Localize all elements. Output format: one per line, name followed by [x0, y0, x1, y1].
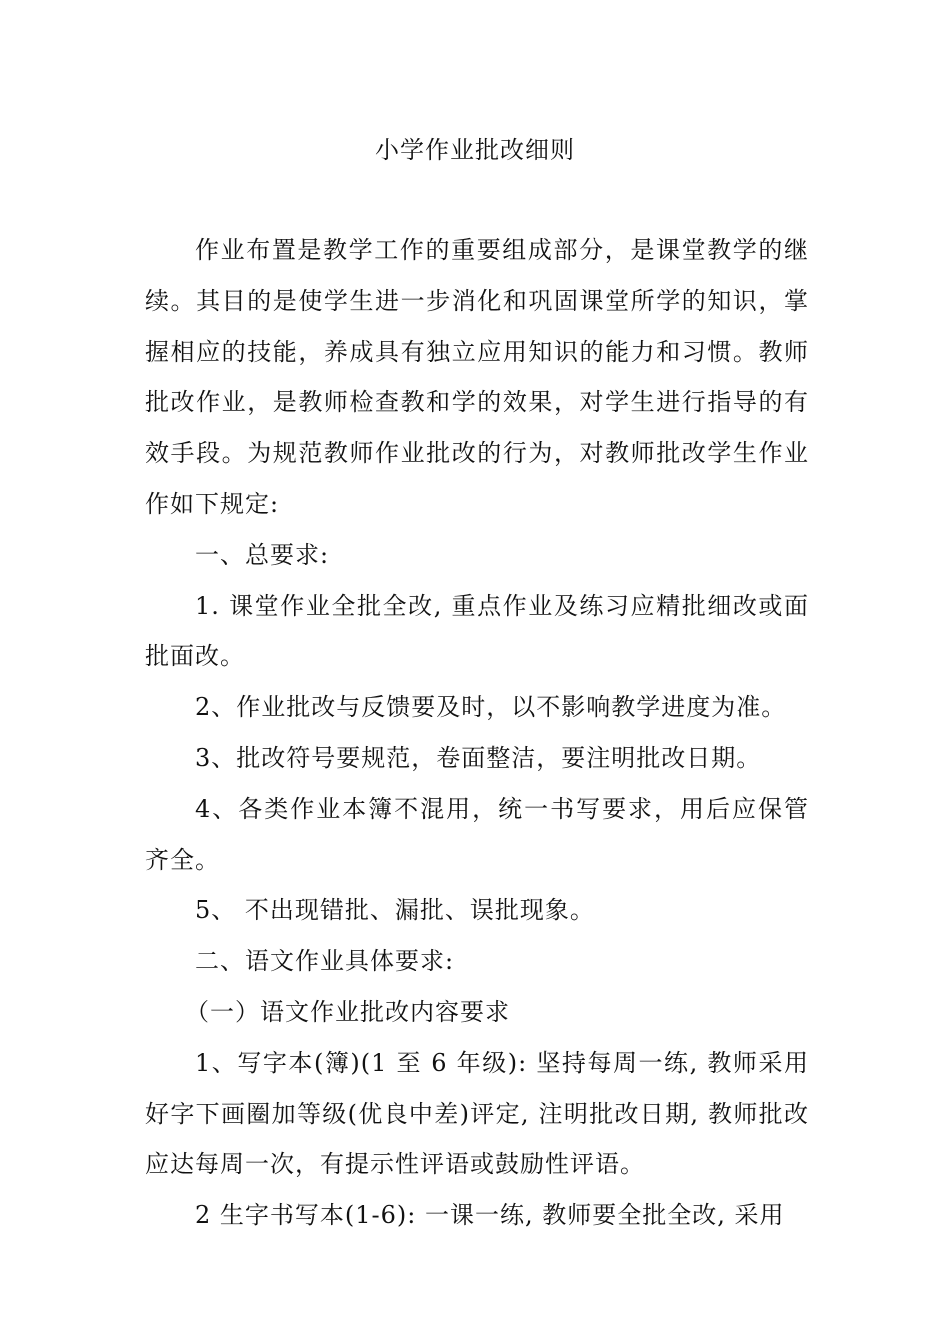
section-heading-general: 一、总要求:: [195, 540, 330, 569]
chinese-item-1: 1、写字本(簿)(1 至 6 年级): 坚持每周一练, 教师采用好字下画圈加等级(优良中差)评定, 注明批改日期, 教师批改应达每周一次，有提示性评语或鼓励性评语。: [145, 1048, 809, 1179]
chinese-item-2: 2 生字书写本(1-6): 一课一练, 教师要全批全改, 采用: [195, 1201, 785, 1230]
document-body: [145, 225, 809, 1241]
subsection-heading-content: （一）语文作业批改内容要求: [185, 997, 510, 1026]
general-item-5: 5、 不出现错批、漏批、误批现象。: [195, 896, 595, 925]
general-item-4: 4、各类作业本簿不混用，统一书写要求，用后应保管齐全。: [145, 794, 809, 874]
general-item-2: 2、作业批改与反馈要及时，以不影响教学进度为准。: [195, 693, 787, 722]
general-item-3: 3、批改符号要规范，卷面整洁，要注明批改日期。: [195, 743, 762, 772]
document-title: 小学作业批改细则: [375, 136, 575, 164]
section-heading-chinese: 二、语文作业具体要求:: [195, 947, 455, 976]
intro-paragraph: 作业布置是教学工作的重要组成部分，是课堂教学的继续。其目的是使学生进一步消化和巩固课堂所学的知识，掌握相应的技能，养成具有独立应用知识的能力和习惯。教师批改作业，是教师检查教和学的效果，对学生进行指导的有效手段。为规范教师作业批改的行为，对教师批改学生作业作如下规定:: [145, 236, 809, 518]
general-item-1: 1. 课堂作业全批全改, 重点作业及练习应精批细改或面批面改。: [145, 591, 809, 671]
